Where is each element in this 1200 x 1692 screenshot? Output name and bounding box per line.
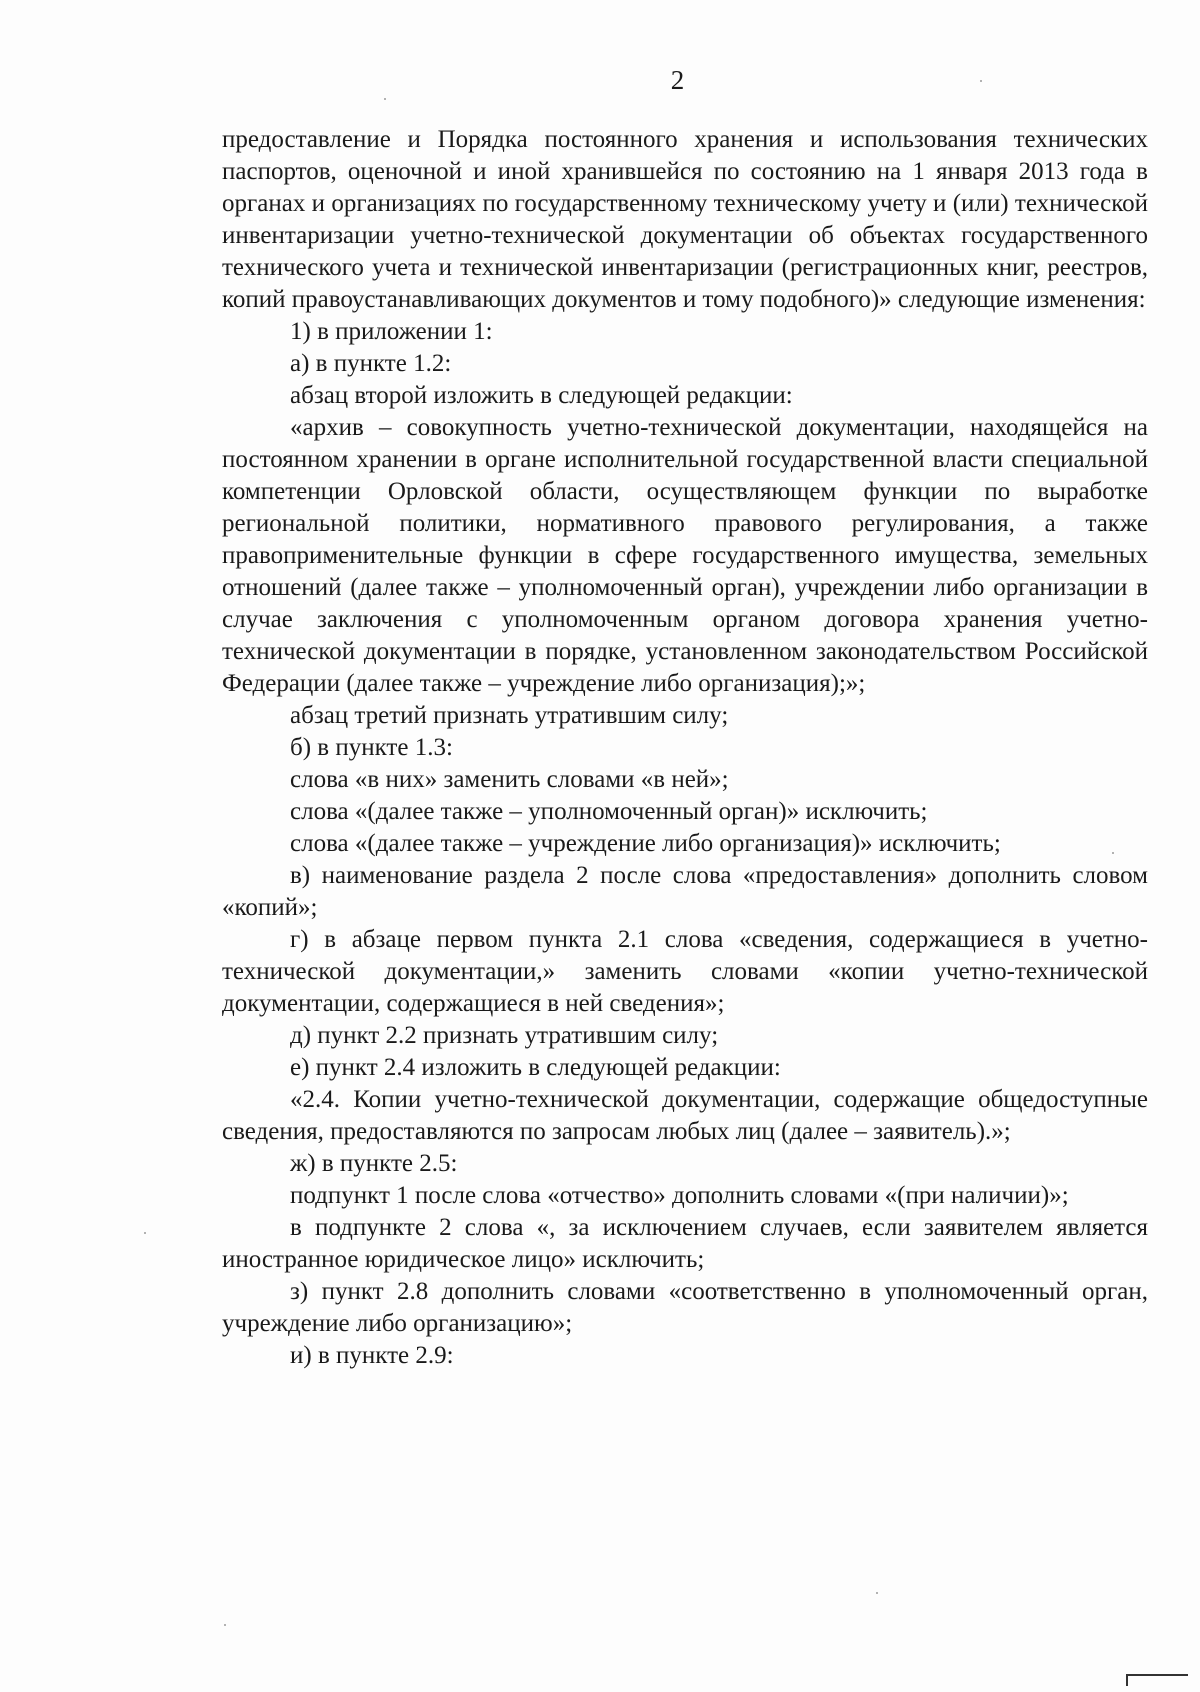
paragraph-item-d: д) пункт 2.2 признать утратившим силу; <box>290 1022 719 1049</box>
paragraph-abzac-2: абзац второй изложить в следующей редакции: <box>290 382 793 409</box>
paragraph-item-g: г) в абзаце первом пункта 2.1 слова «сведения, содержащиеся в учетно-технической документации,» заменить словами «копии учетно-технической документации, содержащиеся в ней сведения»; <box>222 926 1148 1017</box>
paragraph-abzac-3: абзац третий признать утратившим силу; <box>290 702 729 729</box>
paragraph-words-uchrezhdenie: слова «(далее также – учреждение либо организация)» исключить; <box>290 830 1001 857</box>
paragraph-item-i: и) в пункте 2.9: <box>290 1342 454 1369</box>
scan-corner-mark <box>1126 1674 1188 1686</box>
paragraph-subitem-2: в подпункте 2 слова «, за исключением случаев, если заявителем является иностранное юридическое лицо» исключить; <box>222 1214 1148 1273</box>
page-number: 2 <box>670 65 685 95</box>
paragraph-item-1: 1) в приложении 1: <box>290 318 493 345</box>
scan-speck <box>384 98 386 100</box>
document-body <box>222 124 1148 1372</box>
paragraph-subitem-1: подпункт 1 после слова «отчество» дополнить словами «(при наличии)»; <box>290 1182 1069 1209</box>
paragraph-item-a: а) в пункте 1.2: <box>290 350 452 377</box>
scan-speck <box>980 80 982 82</box>
paragraph-clause-2-4: «2.4. Копии учетно-технической документации, содержащие общедоступные сведения, предоставляются по запросам любых лиц (далее – заявитель).»; <box>222 1086 1148 1145</box>
paragraph-item-zh: ж) в пункте 2.5: <box>290 1150 458 1177</box>
paragraph-item-v: в) наименование раздела 2 после слова «предоставления» дополнить словом «копий»; <box>222 862 1148 921</box>
paragraph-item-e: е) пункт 2.4 изложить в следующей редакции: <box>290 1054 781 1081</box>
paragraph-words-v-nih: слова «в них» заменить словами «в ней»; <box>290 766 729 793</box>
paragraph-archive-definition: «архив – совокупность учетно-технической документации, находящейся на постоянном хранении в органе исполнительной государственной власти специальной компетенции Орловской области, осуществляющем функции по выработке региональной политики, нормативного правового регулирования, а также правоприменительные функции в сфере государственного имущества, земельных отношений (далее также – уполномоченный орган), учреждении либо организации в случае заключения с уполномоченным органом договора хранения учетно-технической документации в порядке, установленном законодательством Российской Федерации (далее также – учреждение либо организация);»; <box>222 414 1148 697</box>
scan-speck <box>144 1232 146 1234</box>
paragraph-item-z: з) пункт 2.8 дополнить словами «соответственно в уполномоченный орган, учреждение либо организацию»; <box>222 1278 1148 1337</box>
paragraph-words-organ: слова «(далее также – уполномоченный орган)» исключить; <box>290 798 928 825</box>
scan-speck <box>1112 852 1114 854</box>
paragraph-intro: предоставление и Порядка постоянного хранения и использования технических паспортов, оценочной и иной хранившейся по состоянию на 1 января 2013 года в органах и организациях по государственному техническому учету и (или) технической инвентаризации учетно-технической документации об объектах государственного технического учета и технической инвентаризации (регистрационных книг, реестров, копий правоустанавливающих документов и тому подобного)» следующие изменения: <box>222 126 1148 313</box>
scan-speck <box>224 1624 226 1626</box>
paragraph-item-b: б) в пункте 1.3: <box>290 734 453 761</box>
scan-speck <box>876 1592 878 1594</box>
